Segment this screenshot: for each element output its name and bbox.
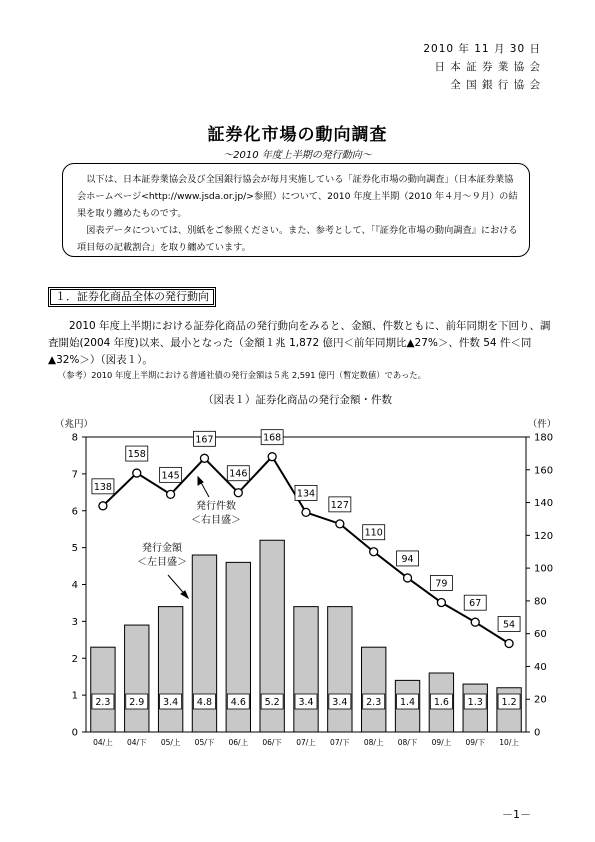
amount-label: 1.3 [467,697,483,708]
chart-annotations [137,477,241,598]
right-tick-label: 60 [534,629,547,641]
left-tick-label: 7 [71,469,78,481]
right-tick-label: 40 [534,661,547,673]
intro-paragraph-2: 図表データについては、別紙をご参照ください。また、参考として、「『証券化市場の動向調査』における項目毎の記載割合」を取り纏めています。 [77,225,518,253]
left-tick-label: 0 [71,727,78,739]
document-subtitle: ～2010 年度上半期の発行動向～ [223,150,372,161]
amount-arrow-head [181,591,188,598]
amount-label: 3.4 [332,697,348,708]
count-point [336,520,344,528]
right-tick-label: 80 [534,596,547,608]
count-annotation: 発行件数 [196,501,236,512]
category-label: 05/下 [194,738,215,747]
intro-box [62,163,530,257]
amount-bar [362,647,386,732]
left-tick-label: 2 [71,653,78,665]
right-tick-label: 0 [534,727,541,739]
document-title: 証券化市場の動向調査 [207,125,388,145]
left-tick-label: 6 [71,506,78,518]
amount-annotation: 発行金額 [142,543,182,554]
count-label: 158 [127,449,146,461]
organization-1: 日 本 証 券 業 協 会 [434,61,541,73]
left-tick-label: 3 [71,616,78,628]
amount-label: 3.4 [298,697,314,708]
amount-label: 5.2 [264,697,280,708]
right-tick-label: 20 [534,694,547,706]
amount-label: 2.3 [95,697,111,708]
count-annotation-scale: ＜右目盛＞ [191,515,241,526]
amount-label: 1.4 [399,697,416,708]
amount-label: 4.6 [230,697,246,708]
category-label: 09/下 [465,738,486,747]
count-label: 134 [296,488,316,500]
count-label: 94 [401,553,414,565]
document-header [423,40,541,94]
count-point [234,489,242,497]
count-point [167,490,175,498]
left-tick-label: 5 [71,543,78,555]
amount-label: 3.4 [163,697,179,708]
right-tick-label: 140 [534,498,554,510]
organization-2: 全 国 銀 行 協 会 [450,79,541,91]
count-label: 167 [195,434,214,446]
amount-bar [91,647,115,732]
category-label: 07/上 [296,738,316,747]
amount-annotation-scale: ＜左目盛＞ [137,557,187,568]
amount-bar [328,607,352,732]
count-label: 138 [93,481,112,493]
category-label: 08/上 [363,738,384,747]
left-axis-label: （兆円） [54,419,94,430]
count-label: 79 [435,578,448,590]
reference-note: （参考）2010 年度上半期における普通社債の発行金額は５兆 2,591 億円（暫定数値）であった。 [58,370,426,380]
category-label: 05/上 [160,738,181,747]
category-label: 08/下 [397,738,418,747]
amount-bar [294,607,318,732]
right-axis-label: （件） [527,419,557,430]
count-label: 145 [161,470,180,482]
count-point [133,469,141,477]
right-tick-label: 180 [534,432,554,444]
count-point [268,453,276,461]
right-tick-label: 100 [534,563,554,575]
left-tick-label: 1 [71,690,78,702]
right-tick-label: 120 [534,530,554,542]
amount-bar [158,607,182,732]
category-label: 09/上 [431,738,452,747]
category-label: 06/上 [228,738,249,747]
count-point [471,618,479,626]
amount-label: 4.8 [196,697,213,708]
count-label: 110 [364,527,383,539]
count-point [302,508,310,516]
right-tick-label: 160 [534,465,554,477]
category-label: 10/上 [499,738,519,747]
issue-date: 2010 年 11 月 30 日 [423,43,541,55]
count-label: 54 [503,619,516,631]
count-label: 127 [330,499,349,511]
left-tick-label: 8 [71,432,78,444]
amount-label: 1.2 [501,697,517,708]
left-tick-label: 4 [71,580,78,591]
amount-label: 2.9 [129,697,145,708]
amount-bar [125,625,149,732]
count-point [505,640,513,648]
amount-label: 2.3 [366,697,382,708]
category-label: 04/上 [93,738,113,747]
count-label: 67 [469,598,482,610]
count-point [99,502,107,510]
intro-paragraph-1: 以下は、日本証券業協会及び全国銀行協会が毎月実施している「証券化市場の動向調査」（日本証券業協会ホームページ<http://www.jsda.or.jp/>参照）について、2010 年度上半期（2010 年４月～９月）の結果を取り纏めたものです。 [77,174,518,219]
issuance-chart [0,405,595,760]
section-body-paragraph: 2010 年度上半期における証券化商品の発行動向をみると、金額、件数ともに、前年同期を下回り、調査開始(2004 年度)以来、最小となった（金額１兆 1,872 億円＜前年同期比▲27%＞、件数 54 件＜同▲32%＞）（図表１）。 [48,320,551,366]
chart-title: （図表１）証券化商品の発行金額・件数 [203,394,392,406]
count-label: 146 [229,468,248,480]
category-label: 04/下 [126,738,147,747]
count-label: 168 [263,432,282,444]
count-point [404,574,412,582]
category-label: 06/下 [262,738,282,747]
count-point [437,599,445,607]
count-point [370,548,378,556]
section-heading: １．証券化商品全体の発行動向 [48,287,216,307]
page-number: －1－ [502,808,531,821]
section-body [48,318,558,369]
category-label: 07/下 [330,738,350,747]
count-point [200,454,208,462]
amount-label: 1.6 [433,697,449,708]
